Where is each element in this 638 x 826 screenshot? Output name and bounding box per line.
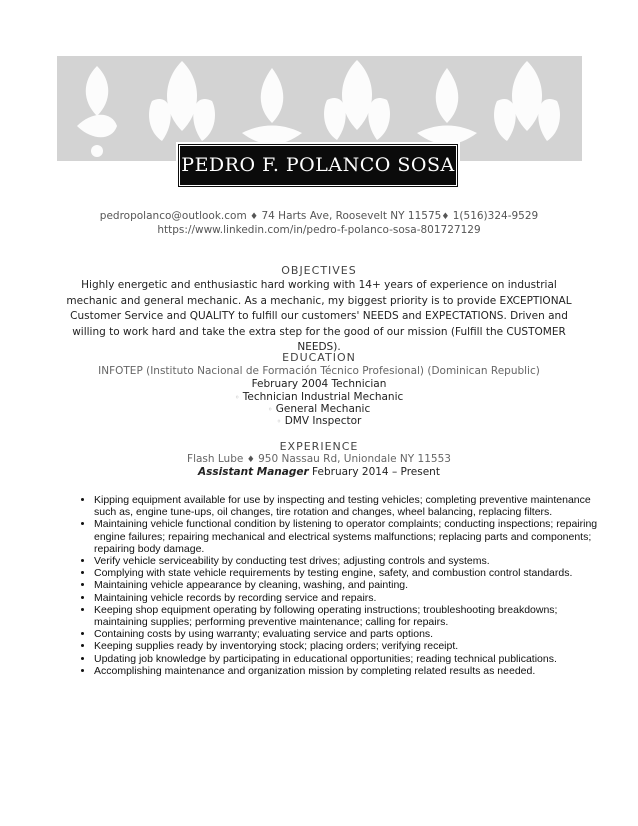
linkedin-link[interactable]: https://www.linkedin.com/in/pedro-f-polanco-sosa-801727129: [157, 224, 481, 236]
candidate-name: PEDRO F. POLANCO SOSA: [179, 145, 457, 186]
separator-diamond: ♦: [441, 212, 450, 222]
experience-title: EXPERIENCE: [279, 440, 359, 453]
objectives-text: Highly energetic and enthusiastic hard working with 14+ years of experience on industrial mechanic and general mechanic. As a mechanic, my biggest priority is to provide EXCEPTIONAL Customer Service and QUALITY to fulfill our customers' NEEDS and EXPECTATIONS. Driven and willing to work hard and take the extra step for the good of our mission (Fulfill the CUSTOMER NEEDS).: [66, 279, 572, 353]
list-item: • Maintaining vehicle appearance by cleaning, washing, and painting.: [94, 579, 606, 591]
name-box: [176, 142, 460, 189]
company-name: Flash Lube: [187, 453, 244, 465]
bullet-icon: ◦: [267, 405, 273, 414]
list-item: • Complying with state vehicle requirements by testing engine, safety, and combustion control standards.: [94, 567, 606, 579]
objectives-title: OBJECTIVES: [281, 264, 357, 277]
job-dates: February 2014 – Present: [312, 466, 440, 478]
separator-diamond: ♦: [250, 212, 259, 222]
job-title: Assistant Manager: [198, 466, 309, 478]
education-item: ◦ General Mechanic: [267, 403, 371, 415]
company-location: 950 Nassau Rd, Uniondale NY 11553: [258, 453, 451, 465]
education-item: ◦ Technician Industrial Mechanic: [234, 391, 404, 403]
address: 74 Harts Ave, Roosevelt NY 11575: [261, 210, 442, 222]
list-item: • Updating job knowledge by participating in educational opportunities; reading technical publications.: [94, 653, 606, 665]
duties-list: [70, 494, 606, 677]
education-item: ◦ DMV Inspector: [276, 415, 362, 427]
linkedin-line: [40, 224, 598, 236]
bullet-icon: ◦: [234, 393, 240, 402]
list-item: • Accomplishing maintenance and organization mission by completing related results as needed.: [94, 665, 606, 677]
education-degree: February 2004 Technician: [251, 378, 387, 390]
experience-role-line: [0, 466, 638, 478]
list-item: • Keeping shop equipment operating by following operating instructions; troubleshooting breakdowns; maintaining supplies; performing preventive maintenance; calling for repairs.: [94, 604, 606, 628]
list-item: • Maintaining vehicle records by recording service and repairs.: [94, 592, 606, 604]
list-item: • Maintaining vehicle functional condition by listening to operator complaints; conducting inspections; repairing engine failures; repairing mechanical and electrical systems malfunctions; replacing parts and components; repairing body damage.: [94, 518, 606, 555]
list-item: • Containing costs by using warranty; evaluating service and parts options.: [94, 628, 606, 640]
education-school: INFOTEP (Instituto Nacional de Formación Técnico Profesional) (Dominican Republic): [98, 365, 540, 377]
bullet-icon: ◦: [276, 417, 282, 426]
list-item: • Keeping supplies ready by inventorying stock; placing orders; verifying receipt.: [94, 640, 606, 652]
email[interactable]: pedropolanco@outlook.com: [99, 210, 247, 222]
education-title: EDUCATION: [282, 351, 356, 364]
phone: 1(516)324-9529: [452, 210, 539, 222]
list-item: • Verify vehicle serviceability by conducting test drives; adjusting controls and systems.: [94, 555, 606, 567]
contact-line: [40, 210, 598, 222]
experience-company-line: [0, 453, 638, 465]
separator-diamond: ♦: [246, 455, 255, 465]
list-item: • Kipping equipment available for use by inspecting and testing vehicles; completing preventive maintenance such as, engine tune-ups, oil changes, tire rotation and changes, wheel balancing, replacing filters.: [94, 494, 606, 518]
